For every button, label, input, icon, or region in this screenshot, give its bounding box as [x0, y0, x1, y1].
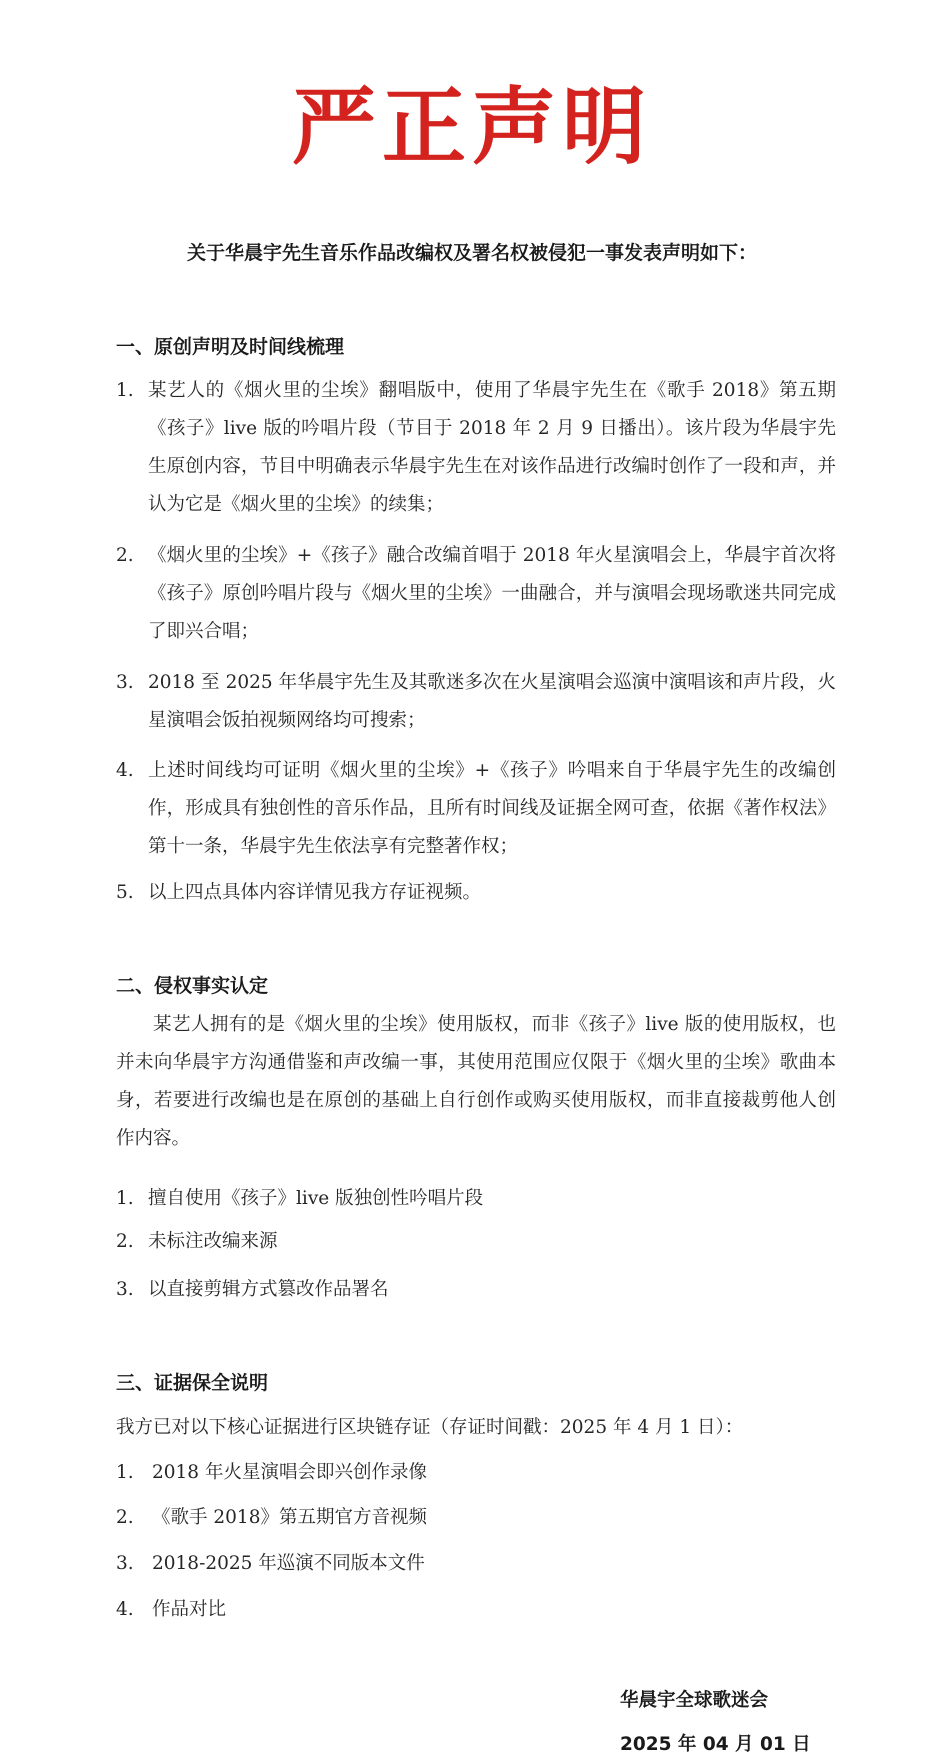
- list-item-text: 某艺人的《烟火里的尘埃》翻唱版中，使用了华晨宇先生在《歌手 2018》第五期《孩子》live 版的吟唱片段（节目于 2018 年 2 月 9 日播出）。该片段为华晨宇先生原创内容，节目中明确表示华晨宇先生在对该作品进行改编时创作了一段和声，并认为它是《烟火里的尘埃》的续集；: [148, 380, 836, 515]
- list-item: [116, 1223, 836, 1261]
- list-item-number: 3.: [116, 1279, 134, 1300]
- list-item-number: 2.: [116, 1231, 134, 1252]
- list-item-text: 上述时间线均可证明《烟火里的尘埃》+《孩子》吟唱来自于华晨宇先生的改编创作，形成具有独创性的音乐作品，且所有时间线及证据全网可查，依据《著作权法》第十一条，华晨宇先生依法享有完整著作权；: [148, 760, 836, 857]
- list-item-text: 作品对比: [152, 1599, 227, 1620]
- list-item-text: 擅自使用《孩子》live 版独创性吟唱片段: [148, 1188, 484, 1209]
- section-heading-infringement: 二、侵权事实认定: [116, 975, 269, 997]
- document-title: 严正声明: [291, 78, 652, 176]
- list-item-number: 3.: [116, 672, 134, 693]
- list-item: [116, 664, 836, 740]
- list-item: [116, 537, 836, 651]
- list-item-text: 以上四点具体内容详情见我方存证视频。: [148, 882, 482, 903]
- list-item: [116, 874, 836, 912]
- list-item: [116, 1180, 836, 1218]
- list-item: [116, 1271, 836, 1309]
- list-item: [116, 1454, 836, 1492]
- list-item-text: 未标注改编来源: [148, 1231, 278, 1252]
- section-heading-timeline: 一、原创声明及时间线梳理: [116, 336, 345, 358]
- list-item-text: 《烟火里的尘埃》+《孩子》融合改编首唱于 2018 年火星演唱会上，华晨宇首次将《孩子》原创吟唱片段与《烟火里的尘埃》一曲融合，并与演唱会现场歌迷共同完成了即兴合唱；: [148, 545, 836, 642]
- list-item: [116, 1499, 836, 1537]
- list-item-number: 4.: [116, 760, 134, 781]
- list-item-number: 4.: [116, 1599, 134, 1620]
- list-item-number: 1.: [116, 380, 134, 401]
- list-item-text: 2018-2025 年巡演不同版本文件: [152, 1553, 425, 1574]
- list-item-number: 3.: [116, 1553, 134, 1574]
- list-item: [116, 1591, 836, 1629]
- list-item-number: 1.: [116, 1462, 134, 1483]
- document-subtitle: 关于华晨宇先生音乐作品改编权及署名权被侵犯一事发表声明如下：: [186, 242, 757, 264]
- infringement-paragraph: 某艺人拥有的是《烟火里的尘埃》使用版权，而非《孩子》live 版的使用版权，也并未向华晨宇方沟通借鉴和声改编一事，其使用范围应仅限于《烟火里的尘埃》歌曲本身，若要进行改编也是在原创的基础上自行创作或购买使用版权，而非直接裁剪他人创作内容。: [116, 1014, 836, 1149]
- list-item-text: 2018 至 2025 年华晨宇先生及其歌迷多次在火星演唱会巡演中演唱该和声片段，火星演唱会饭拍视频网络均可搜索；: [148, 672, 836, 731]
- list-item: [116, 752, 836, 866]
- list-item-number: 1.: [116, 1188, 134, 1209]
- list-item-text: 2018 年火星演唱会即兴创作录像: [152, 1462, 427, 1483]
- evidence-intro: 我方已对以下核心证据进行区块链存证（存证时间戳：2025 年 4 月 1 日）：: [116, 1417, 744, 1438]
- list-item-text: 以直接剪辑方式篡改作品署名: [148, 1279, 389, 1300]
- list-item-number: 5.: [116, 882, 134, 903]
- list-item: [116, 372, 836, 524]
- list-item: [116, 1545, 836, 1583]
- signature-date: 2025 年 04 月 01 日: [620, 1734, 811, 1755]
- list-item-number: 2.: [116, 545, 134, 566]
- signature-organization: 华晨宇全球歌迷会: [620, 1690, 769, 1711]
- section-heading-evidence: 三、证据保全说明: [116, 1372, 269, 1394]
- list-item-number: 2.: [116, 1507, 134, 1528]
- list-item-text: 《歌手 2018》第五期官方音视频: [152, 1507, 427, 1528]
